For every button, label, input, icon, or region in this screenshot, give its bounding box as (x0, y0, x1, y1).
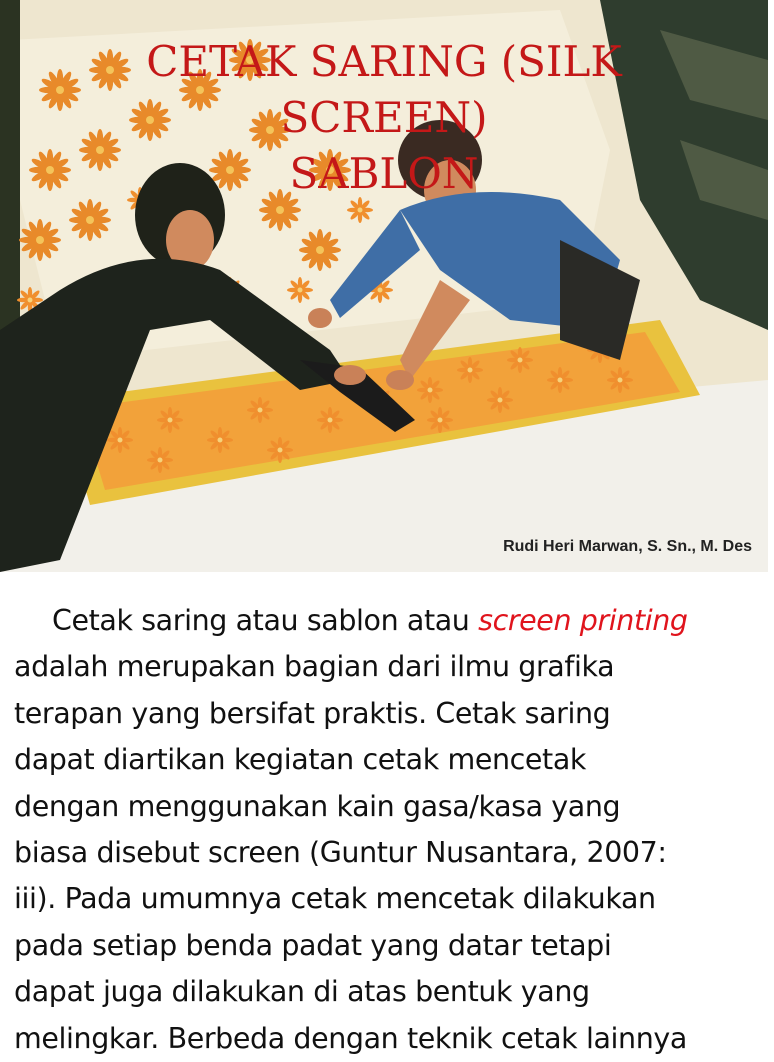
emphasis-screen-printing: screen printing (478, 604, 688, 637)
body-line-3: terapan yang bersifat praktis. Cetak saring (14, 696, 611, 730)
body-line-1-text: Cetak saring atau sablon atau (52, 604, 479, 637)
body-line-6: biasa disebut screen (Guntur Nusantara, 2007: (14, 836, 667, 870)
body-line-7: iii). Pada umumnya cetak mencetak dilakukan (14, 882, 656, 916)
body-line-8: pada setiap benda padat yang datar tetapi (14, 928, 612, 962)
text-slide (0, 572, 768, 1055)
title-line-2: SCREEN) (280, 93, 488, 142)
title-line-3: SABLON (289, 149, 479, 198)
slide-title (0, 34, 768, 202)
body-line-5: dengan menggunakan kain gasa/kasa yang (14, 789, 621, 823)
body-paragraph (14, 598, 774, 1062)
body-line-1 (14, 598, 774, 644)
body-line-4: dapat diartikan kegiatan cetak mencetak (14, 743, 586, 777)
title-line-1: CETAK SARING (SILK (146, 37, 622, 86)
body-line-9: dapat juga dilakukan di atas bentuk yang (14, 975, 590, 1009)
author-credit: Rudi Heri Marwan, S. Sn., M. Des (503, 538, 752, 555)
body-line-2: adalah merupakan bagian dari ilmu grafika (14, 650, 615, 684)
body-line-10-partial: melingkar. Berbeda dengan teknik cetak lainnya (14, 1021, 687, 1055)
